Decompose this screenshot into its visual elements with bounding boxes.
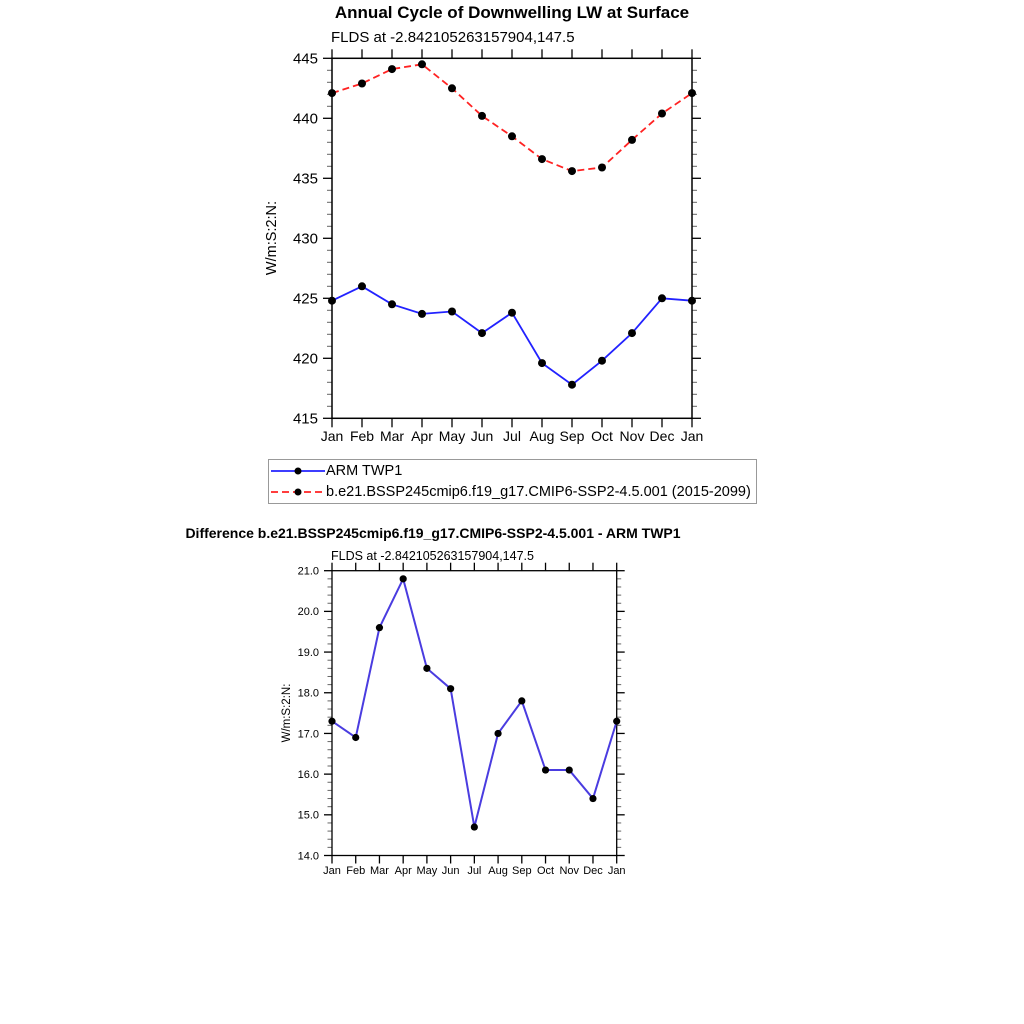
data-point-marker [376,624,383,631]
x-tick-labels [321,428,704,444]
x-tick-labels [323,865,625,877]
y-tick-label: 19.0 [297,646,319,659]
data-point-marker [328,89,336,97]
data-point-marker [628,136,636,144]
y-tick-label: 21.0 [297,565,319,578]
data-point-marker [508,309,516,317]
x-tick-label: Apr [411,427,433,444]
data-point-marker [688,297,696,305]
chart1-subtitle: FLDS at -2.842105263157904,147.5 [331,29,575,46]
y-tick-labels [293,51,318,428]
x-tick-label: Sep [559,427,585,444]
chart2-title: Difference b.e21.BSSP245cmip6.f19_g17.CMIP6-SSP2-4.5.001 - ARM TWP1 [185,525,681,541]
y-minor-ticks [327,70,697,406]
x-tick-label: Apr [394,865,412,878]
y-tick-label: 15.0 [297,809,319,822]
legend-marker [295,489,302,496]
legend-line-swatch-dashed [271,486,325,498]
data-point-marker [598,357,606,365]
x-tick-label: Nov [619,427,645,444]
y-tick-labels [298,566,319,863]
x-tick-label: Oct [591,427,613,444]
data-point-marker [447,685,454,692]
x-tick-label: May [416,865,438,878]
series-line [332,286,692,384]
data-point-marker [568,381,576,389]
y-minor-ticks [328,579,622,848]
y-tick-label: 440 [292,110,318,128]
x-tick-label: Jul [467,865,482,878]
x-tick-label: Jul [503,427,521,444]
legend [268,459,757,504]
legend-marker [295,468,302,475]
x-tick-label: Jan [607,865,626,878]
x-tick-label: Nov [559,865,580,878]
data-point-marker [494,730,501,737]
data-point-marker [542,766,549,773]
data-point-marker [518,697,525,704]
legend-label: ARM TWP1 [326,463,403,479]
data-point-marker [658,110,666,118]
x-ticks [332,563,617,864]
y-tick-label: 20.0 [297,606,319,619]
y-tick-label: 420 [292,350,318,368]
data-point-marker [423,665,430,672]
x-tick-label: Mar [369,865,389,878]
x-tick-label: Jun [441,865,460,878]
data-point-marker [352,734,359,741]
data-point-marker [400,575,407,582]
legend-entry-arm-twp1 [271,461,756,481]
y-tick-label: 445 [292,50,318,68]
x-tick-label: Aug [529,427,555,444]
legend-label: b.e21.BSSP245cmip6.f19_g17.CMIP6-SSP2-4.5.001 (2015-2099) [326,484,751,500]
data-point-marker [478,112,486,120]
data-point-marker [508,132,516,140]
x-tick-label: Jan [323,865,341,878]
y-tick-label: 415 [292,410,318,428]
y-tick-label: 430 [292,230,318,248]
x-tick-label: Aug [488,865,508,878]
chart2-y-axis-label: W/m:S:2:N: [281,683,293,743]
y-tick-label: 435 [292,170,318,188]
data-point-marker [658,294,666,302]
x-tick-label: Feb [349,427,375,444]
data-point-marker [471,823,478,830]
data-point-marker [628,329,636,337]
y-major-ticks [323,58,701,418]
series-line [332,579,617,827]
y-tick-label: 17.0 [297,728,319,741]
x-tick-label: May [438,427,466,444]
legend-line-swatch-solid [271,465,325,477]
x-tick-label: Feb [346,865,366,878]
data-point-marker [418,60,426,68]
data-point-marker [448,308,456,316]
data-point-marker [358,282,366,290]
x-tick-label: Dec [649,427,675,444]
data-point-marker [388,65,396,73]
data-point-marker [538,155,546,163]
x-tick-label: Oct [536,865,555,878]
y-major-ticks [324,571,625,856]
data-point-marker [448,84,456,92]
x-tick-label: Jan [680,427,704,444]
data-point-marker [328,718,335,725]
data-point-marker [589,795,596,802]
data-point-marker [568,167,576,175]
data-point-marker [388,300,396,308]
data-point-marker [418,310,426,318]
data-point-marker [538,359,546,367]
plot-frame [332,571,617,856]
series-line [332,64,692,171]
chart1-title: Annual Cycle of Downwelling LW at Surface [334,3,690,22]
data-point-marker [613,718,620,725]
y-tick-label: 18.0 [297,687,319,700]
chart1-y-axis-label: W/m:S:2:N: [264,200,280,276]
x-tick-label: Mar [379,427,405,444]
x-tick-label: Jun [470,427,494,444]
chart2-subtitle: FLDS at -2.842105263157904,147.5 [331,549,534,563]
chart2-plot [298,563,626,877]
legend-entry-model [271,482,756,502]
chart1-plot [293,49,703,444]
x-tick-label: Dec [583,865,603,878]
data-point-marker [688,89,696,97]
data-point-marker [598,164,606,172]
data-point-marker [566,766,573,773]
y-tick-label: 16.0 [297,768,319,781]
x-ticks [332,49,692,427]
data-point-marker [478,329,486,337]
data-point-marker [358,80,366,88]
y-tick-label: 14.0 [297,850,319,863]
x-tick-label: Jan [320,427,344,444]
y-tick-label: 425 [292,290,318,308]
plot-frame [332,58,692,418]
data-point-marker [328,297,336,305]
x-tick-label: Sep [512,865,532,878]
